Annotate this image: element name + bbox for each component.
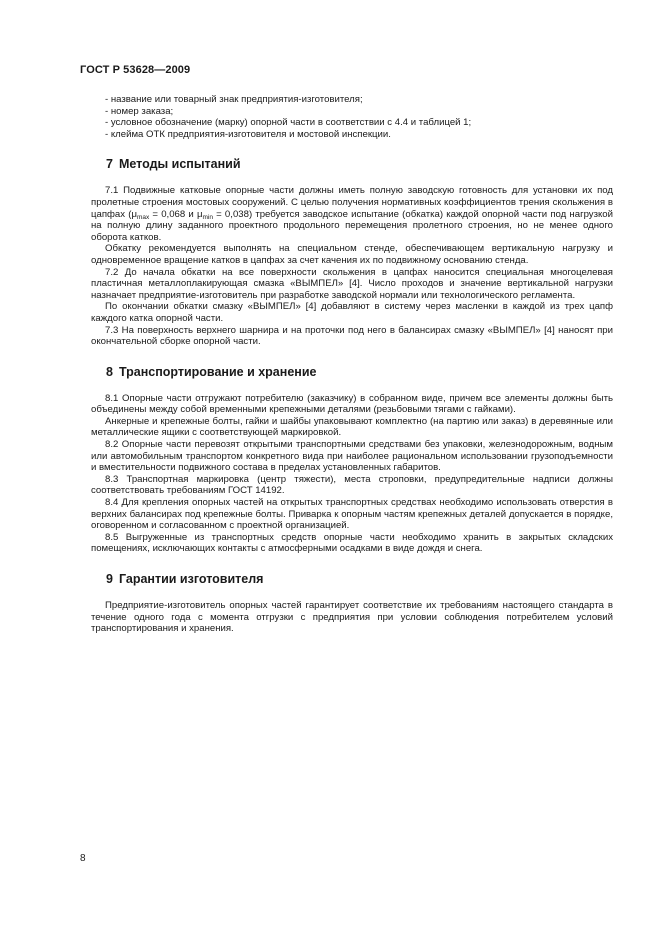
paragraph-8-2: 8.2 Опорные части перевозят открытыми транспортными средствами без упаковки, железнодорожным, водным или автомобильным транспортом конкретного вида при наиболее рациональном использовании грузоподъемности и вместительности подвижного состава в пределах установленных габаритов. bbox=[91, 439, 613, 474]
paragraph-7-1: 7.1 Подвижные катковые опорные части должны иметь полную заводскую готовность для установки их под пролетные строения мостовых сооружений. С целью получения нормативных коэффициентов трения скольжения в цапфах ($\mu_{max} = 0,068$ и $\mu_{min} = 0,038$) требуется заводское испытание (обкатка) каждой опорной части под нагрузкой на полную длину заданного проектного продольного перемещения пролетного строения, но не менее одного оборота катков. bbox=[91, 185, 613, 243]
document-code-header: ГОСТ Р 53628—2009 bbox=[80, 64, 191, 76]
section-9-heading bbox=[106, 572, 613, 587]
list-item: - условное обозначение (марку) опорной части в соответствии с 4.4 и таблицей 1; bbox=[105, 117, 472, 129]
paragraph: По окончании обкатки смазку «ВЫМПЕЛ» [4] добавляют в систему через масленки в каждой из трех цапф каждого катка опорной части. bbox=[91, 301, 613, 324]
paragraph-8-1: 8.1 Опорные части отгружают потребителю (заказчику) в собранном виде, причем все элементы должны быть объединены между собой временными крепежными деталями (резьбовыми тягами с гайками). bbox=[91, 392, 613, 416]
section-number: 9 bbox=[106, 572, 113, 586]
list-item: - название или товарный знак предприятия-изготовителя; bbox=[105, 94, 363, 105]
section-number: 7 bbox=[106, 157, 113, 172]
paragraph: Обкатку рекомендуется выполнять на специальном стенде, обеспечивающем вертикальную нагрузку и одновременное вращение катков в цапфах за счет качения их по подвижному основанию стенда. bbox=[91, 243, 613, 266]
section-title: Методы испытаний bbox=[118, 157, 241, 172]
section-title: Транспортирование и хранение bbox=[118, 364, 317, 379]
page-number: 8 bbox=[80, 853, 86, 864]
paragraph-8-4: 8.4 Для крепления опорных частей на открытых транспортных средствах необходимо использовать отверстия в верхних балансирах под крепежные болты. Приварка к опорным частям крепежных деталей допускается в порядке, оговоренном и согласованном с проектной организацией. bbox=[91, 497, 613, 532]
paragraph: Предприятие-изготовитель опорных частей гарантирует соответствие их требованиям настоящего стандарта в течение одного года с момента отгрузки с предприятия при условии соблюдения потребителем условий транспортирования и хранения. bbox=[91, 600, 613, 635]
section-number: 8 bbox=[106, 364, 113, 379]
paragraph-7-2: 7.2 До начала обкатки на все поверхности скольжения в цапфах наносится специальная многоцелевая пластичная металлоплакирующая смазка «ВЫМПЕЛ» [4]. Число проходов и значение вертикальной нагрузки назначает предприятие-изготовитель при разработке заводской нормали или технологического регламента. bbox=[91, 266, 613, 301]
section-8-heading bbox=[106, 365, 613, 380]
paragraph-8-5: 8.5 Выгруженные из транспортных средств опорные части необходимо хранить в закрытых складских помещениях, исключающих контакты с атмосферными осадками в виде дождя и снега. bbox=[91, 531, 613, 555]
intro-list bbox=[91, 94, 613, 140]
section-7-heading bbox=[106, 157, 613, 172]
paragraph-8-3: 8.3 Транспортная маркировка (центр тяжести), места строповки, предупредительные надписи должны соответствовать требованиям ГОСТ 14192. bbox=[91, 473, 613, 497]
paragraph: Анкерные и крепежные болты, гайки и шайбы упаковывают комплектно (на партию или заказ) в деревянные или металлические ящики с соответствующей маркировкой. bbox=[91, 415, 613, 439]
list-item: - клейма ОТК предприятия-изготовителя и мостовой инспекции. bbox=[105, 128, 391, 140]
list-item: - номер заказа; bbox=[105, 105, 174, 117]
section-title: Гарантии изготовителя bbox=[118, 572, 264, 586]
page-content bbox=[91, 94, 613, 635]
paragraph-7-3: 7.3 На поверхность верхнего шарнира и на проточки под него в балансирах смазку «ВЫМПЕЛ» [4] наносят при окончательной сборке опорной части. bbox=[91, 324, 613, 348]
